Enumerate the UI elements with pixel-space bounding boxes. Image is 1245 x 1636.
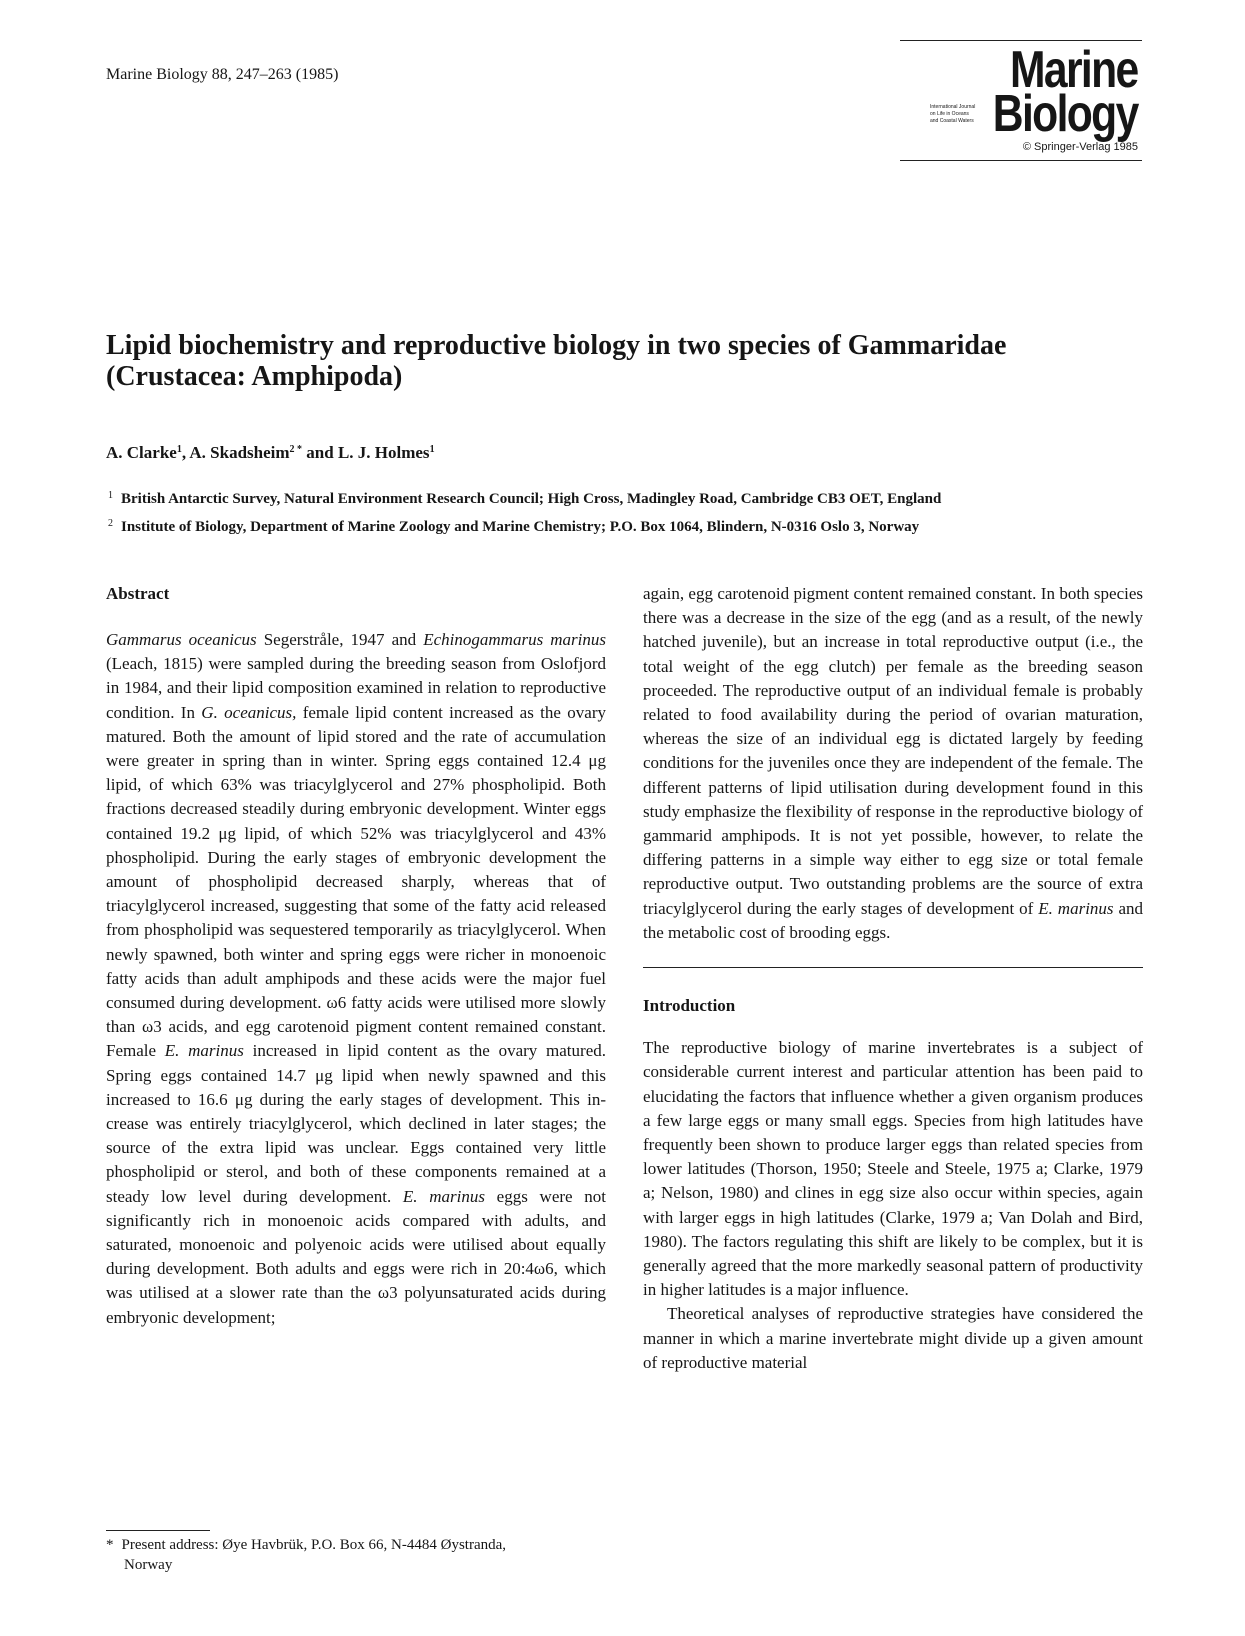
abstract-text: increased in lipid content as the ovary matured. Spring eggs contained 14.7 μg lipid when newly spawned and this increased to 16.6 μg during the early stages of development. This increase was entirely triacylglycerol, which declined in later stages; the source of the extra lipid was unclear. Eggs contained very little phospholipid or sterol, and both of these components remained at a steady low level during development. bbox=[106, 1041, 606, 1206]
author-affiliation-mark: 1 bbox=[429, 444, 435, 455]
affiliation bbox=[108, 518, 919, 536]
footnote-text: Present address: Øye Havbrük, P.O. Box 66, N-4484 Øystranda, bbox=[121, 1537, 507, 1553]
species-name: G. oceanicus, bbox=[201, 702, 297, 722]
introduction-heading: Introduction bbox=[643, 996, 736, 1016]
abstract-continuation bbox=[643, 582, 1143, 945]
logo-title-line1: Marine bbox=[1010, 41, 1138, 99]
species-name: E. marinus bbox=[164, 1041, 244, 1061]
species-name: Echinogammarus marinus bbox=[423, 630, 606, 649]
abstract-paragraph bbox=[106, 628, 606, 1330]
logo-tagline-line: International Journal bbox=[930, 104, 976, 110]
logo-tagline bbox=[930, 104, 990, 125]
footnote-rule bbox=[106, 1530, 210, 1531]
author-affiliation-mark: 2 * bbox=[289, 444, 303, 455]
abstract-text: Segerstråle, 1947 and bbox=[256, 630, 424, 649]
affiliation-text: British Antarctic Survey, Natural Environment Research Council; High Cross, Madingley Road, Cambridge CB3 OET, England bbox=[121, 491, 942, 507]
journal-citation: Marine Biology 88, 247–263 (1985) bbox=[106, 66, 339, 83]
introduction-paragraph: Theoretical analyses of reproductive strategies have considered the manner in which a marine invertebrate might divide up a given amount of reproductive material bbox=[643, 1304, 1143, 1372]
abstract-text: (Leach, 1815) were sampled during the breeding season from Oslofjord in 1984, and their lipid composition examined in relation to reproductive condition. In bbox=[106, 654, 606, 722]
affiliation bbox=[108, 490, 941, 508]
species-name: E. marinus bbox=[1038, 898, 1114, 918]
affiliation-number: 2 bbox=[108, 518, 113, 529]
logo-title-line2: Biology bbox=[993, 85, 1138, 143]
publisher-copyright: © Springer-Verlag 1985 bbox=[1022, 141, 1138, 153]
article-title: Lipid biochemistry and reproductive biology in two species of Gammaridae (Crustacea: Amphipoda) bbox=[106, 330, 1007, 392]
logo-bottom-rule bbox=[900, 160, 1142, 161]
journal-logo bbox=[900, 40, 1142, 162]
author-list bbox=[106, 443, 435, 463]
author-name: A. Clarke bbox=[106, 443, 177, 462]
section-divider bbox=[643, 967, 1143, 968]
abstract-text: again, egg carotenoid pigment content remained constant. In both species there was a decrease in the size of the egg (and as a result, of the newly hatched juvenile), but an increase in total reproductive output (i.e., the total weight of the egg clutch) per female as the breeding season proceeded. The reproductive output of an individual female is probably related to food availability during the period of ovarian maturation, whereas the size of an individual egg is dictated largely by feeding conditions for the juveniles once they are independent of the female. The different patterns of lipid utilisation during development found in this study emphasize the flexibility of response in the reproductive biology of gammarid amphipods. It is not yet possible, however, to relate the differing patterns in a simple way either to egg size or total female reproductive output. Two outstanding problems are the source of extra triacylglycerol during the early stages of development of bbox=[643, 584, 1143, 918]
logo-tagline-line: and Coastal Waters bbox=[930, 118, 974, 124]
footnote-text: Norway bbox=[124, 1557, 173, 1573]
species-name: Gammarus oceanicus bbox=[106, 630, 257, 649]
footnote bbox=[106, 1535, 606, 1575]
abstract-heading: Abstract bbox=[106, 584, 170, 603]
right-column bbox=[643, 582, 1143, 1375]
abstract-text: eggs were not significantly rich in monoenoic acids compared with adults, and saturated, monoenoic and polyenoic acids were utilised about equally during development. Both adults and eggs were rich in 20:4ω6, which was utilised at a slower rate than the ω3 polyunsaturated acids during embryonic development; bbox=[106, 1186, 606, 1327]
logo-tagline-line: on Life in Oceans bbox=[930, 111, 969, 117]
left-column bbox=[106, 582, 606, 1330]
abstract-text: female lipid content increased as the ovary matured. Both the amount of lipid stored and the rate of accumulation were greater in spring than in winter. Spring eggs contained 12.4 μg lipid, of which 63% was triacylglycerol and 27% phospholipid. Both fractions decreased steadily during embryonic development. Winter eggs contained 19.2 μg lipid, of which 52% was triacylglycerol and 43% phospholipid. During the early stages of embryonic development the amount of phospholipid decreased sharply, whereas that of triacylglycerol increased, suggesting that some of the fatty acid released from phospholipid was sequestered temporarily as triacylglycerol. When newly spawned, both winter and spring eggs were richer in monoenoic fatty acids than adult amphipods and these acids were the major fuel consumed during development. ω6 fatty acids were utilised more slowly than ω3 acids, and egg carotenoid pigment content remained constant. Female bbox=[106, 702, 606, 1061]
author-name: , A. Skadsheim bbox=[181, 443, 290, 462]
affiliation-number: 1 bbox=[108, 490, 113, 501]
introduction-paragraph: The reproductive biology of marine invertebrates is a subject of considerable current interest and particular attention has been paid to elucidating the factors that influence whether a given organism produces a few large eggs or many small eggs. Species from high latitudes have frequently been shown to produce larger eggs than related species from lower latitudes (Thorson, 1950; Steele and Steele, 1975 a; Clarke, 1979 a; Nelson, 1980) and clines in egg size also occur within species, again with larger eggs in high latitudes (Clarke, 1979 a; Van Dolah and Bird, 1980). The factors regulating this shift are likely to be complex, but it is generally agreed that the more markedly seasonal pattern of productivity in higher latitudes is a major influence. bbox=[643, 1038, 1143, 1300]
affiliation-text: Institute of Biology, Department of Marine Zoology and Marine Chemistry; P.O. Box 1064, Blindern, N-0316 Oslo 3, Norway bbox=[121, 519, 920, 535]
species-name: E. marinus bbox=[402, 1186, 485, 1206]
author-affiliation-mark: 1 bbox=[176, 444, 182, 455]
footnote-mark: * bbox=[106, 1537, 114, 1553]
author-name: and L. J. Holmes bbox=[302, 443, 430, 462]
abstract-text: and the metabolic cost of brooding eggs. bbox=[643, 898, 1144, 942]
